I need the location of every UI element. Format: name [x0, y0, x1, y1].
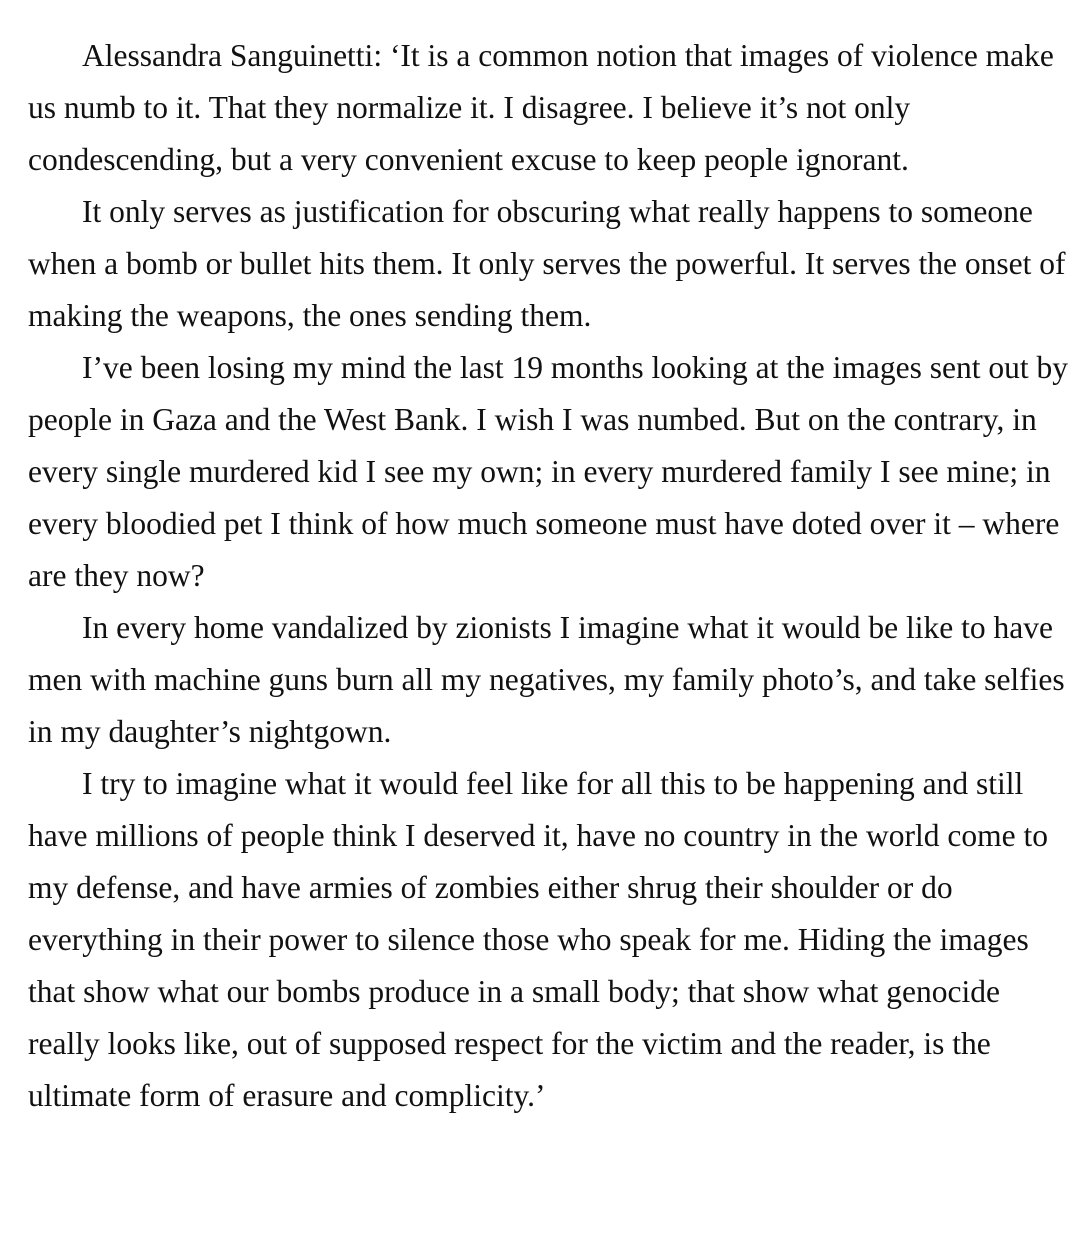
paragraph-4: In every home vandalized by zionists I imagine what it would be like to have men with machine guns burn all my negatives, my family photo’s, and take selfies in my daughter’s nightgown.	[28, 610, 1065, 749]
quote-document	[28, 30, 1068, 1122]
paragraph-2: It only serves as justification for obscuring what really happens to someone when a bomb or bullet hits them. It only serves the powerful. It serves the onset of making the weapons, the ones sending them.	[28, 194, 1066, 333]
paragraph-5: I try to imagine what it would feel like for all this to be happening and still have millions of people think I deserved it, have no country in the world come to my defense, and have armies of zombies either shrug their shoulder or do everything in their power to silence those who speak for me. Hiding the images that show what our bombs produce in a small body; that show what genocide really looks like, out of supposed respect for the victim and the reader, is the ultimate form of erasure and complicity.’	[28, 766, 1048, 1113]
paragraph-1: Alessandra Sanguinetti: ‘It is a common notion that images of violence make us numb to it. That they normalize it. I disagree. I believe it’s not only condescending, but a very convenient excuse to keep people ignorant.	[28, 38, 1054, 177]
paragraph-3: I’ve been losing my mind the last 19 months looking at the images sent out by people in Gaza and the West Bank. I wish I was numbed. But on the contrary, in every single murdered kid I see my own; in every murdered family I see mine; in every bloodied pet I think of how much someone must have doted over it – where are they now?	[28, 350, 1068, 593]
